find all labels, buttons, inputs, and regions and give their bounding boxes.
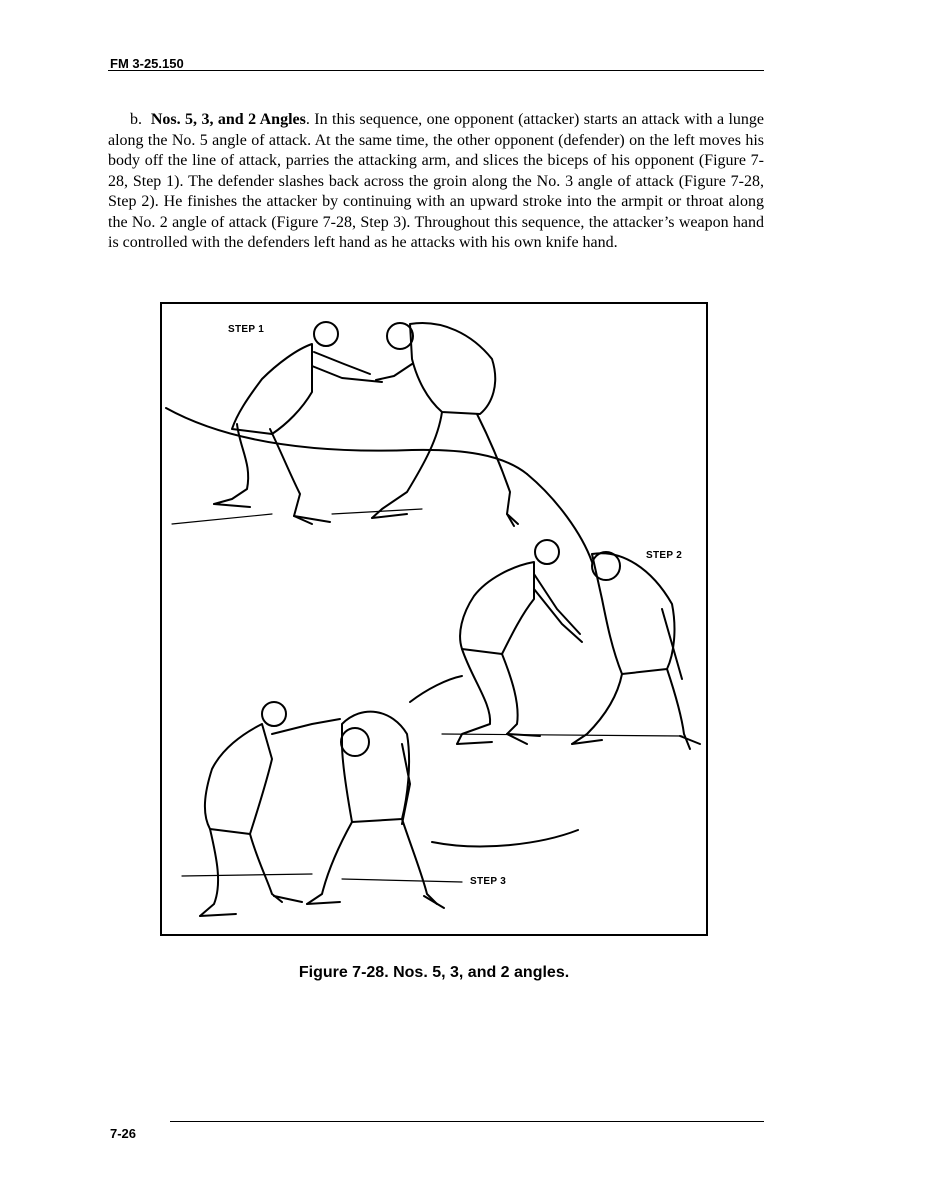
ground-line [182, 874, 462, 882]
paragraph-text: . In this sequence, one opponent (attacker) starts an attack with a lunge along the No. 5 angle of attack. At the same time, the other opponent (defender) on the left moves his body off the line of attack, parries the attacking arm, and slices the biceps of his opponent (Figure 7-28, Step 1). The defender slashes back across the groin along the No. 3 angle of attack (Figure 7-28, Step 2). He finishes the attacker by continuing with an upward stroke into the armpit or throat along the No. 2 angle of attack (Figure 7-28, Step 3). Throughout this sequence, the attacker’s weapon hand is controlled with the defenders left hand as he attacks with his own knife hand. [108, 111, 765, 251]
figure-illustration [160, 302, 708, 936]
step1-defender-figure [214, 322, 382, 524]
paragraph-title: Nos. 5, 3, and 2 Angles [150, 111, 306, 128]
step3-attacker-figure [307, 712, 444, 908]
movement-arc [410, 676, 462, 702]
figure-caption: Figure 7-28. Nos. 5, 3, and 2 angles. [298, 964, 570, 981]
step2-defender-figure [457, 540, 582, 744]
step1-attacker-figure [372, 323, 518, 526]
movement-arc [432, 830, 578, 846]
figure-drawing [162, 304, 706, 934]
movement-arc [166, 408, 527, 474]
header-rule [108, 70, 764, 71]
step2-label: STEP 2 [646, 550, 683, 561]
paragraph-letter: b. [130, 111, 142, 128]
step2-attacker-figure [572, 552, 700, 749]
ground-line [442, 734, 682, 736]
step3-defender-figure [200, 702, 340, 916]
footer-rule [170, 1121, 764, 1122]
page-number: 7-26 [110, 1126, 137, 1141]
step1-label: STEP 1 [228, 324, 265, 335]
body-paragraph [108, 110, 764, 254]
manual-id: FM 3-25.150 [110, 56, 184, 71]
step3-label: STEP 3 [470, 876, 507, 887]
